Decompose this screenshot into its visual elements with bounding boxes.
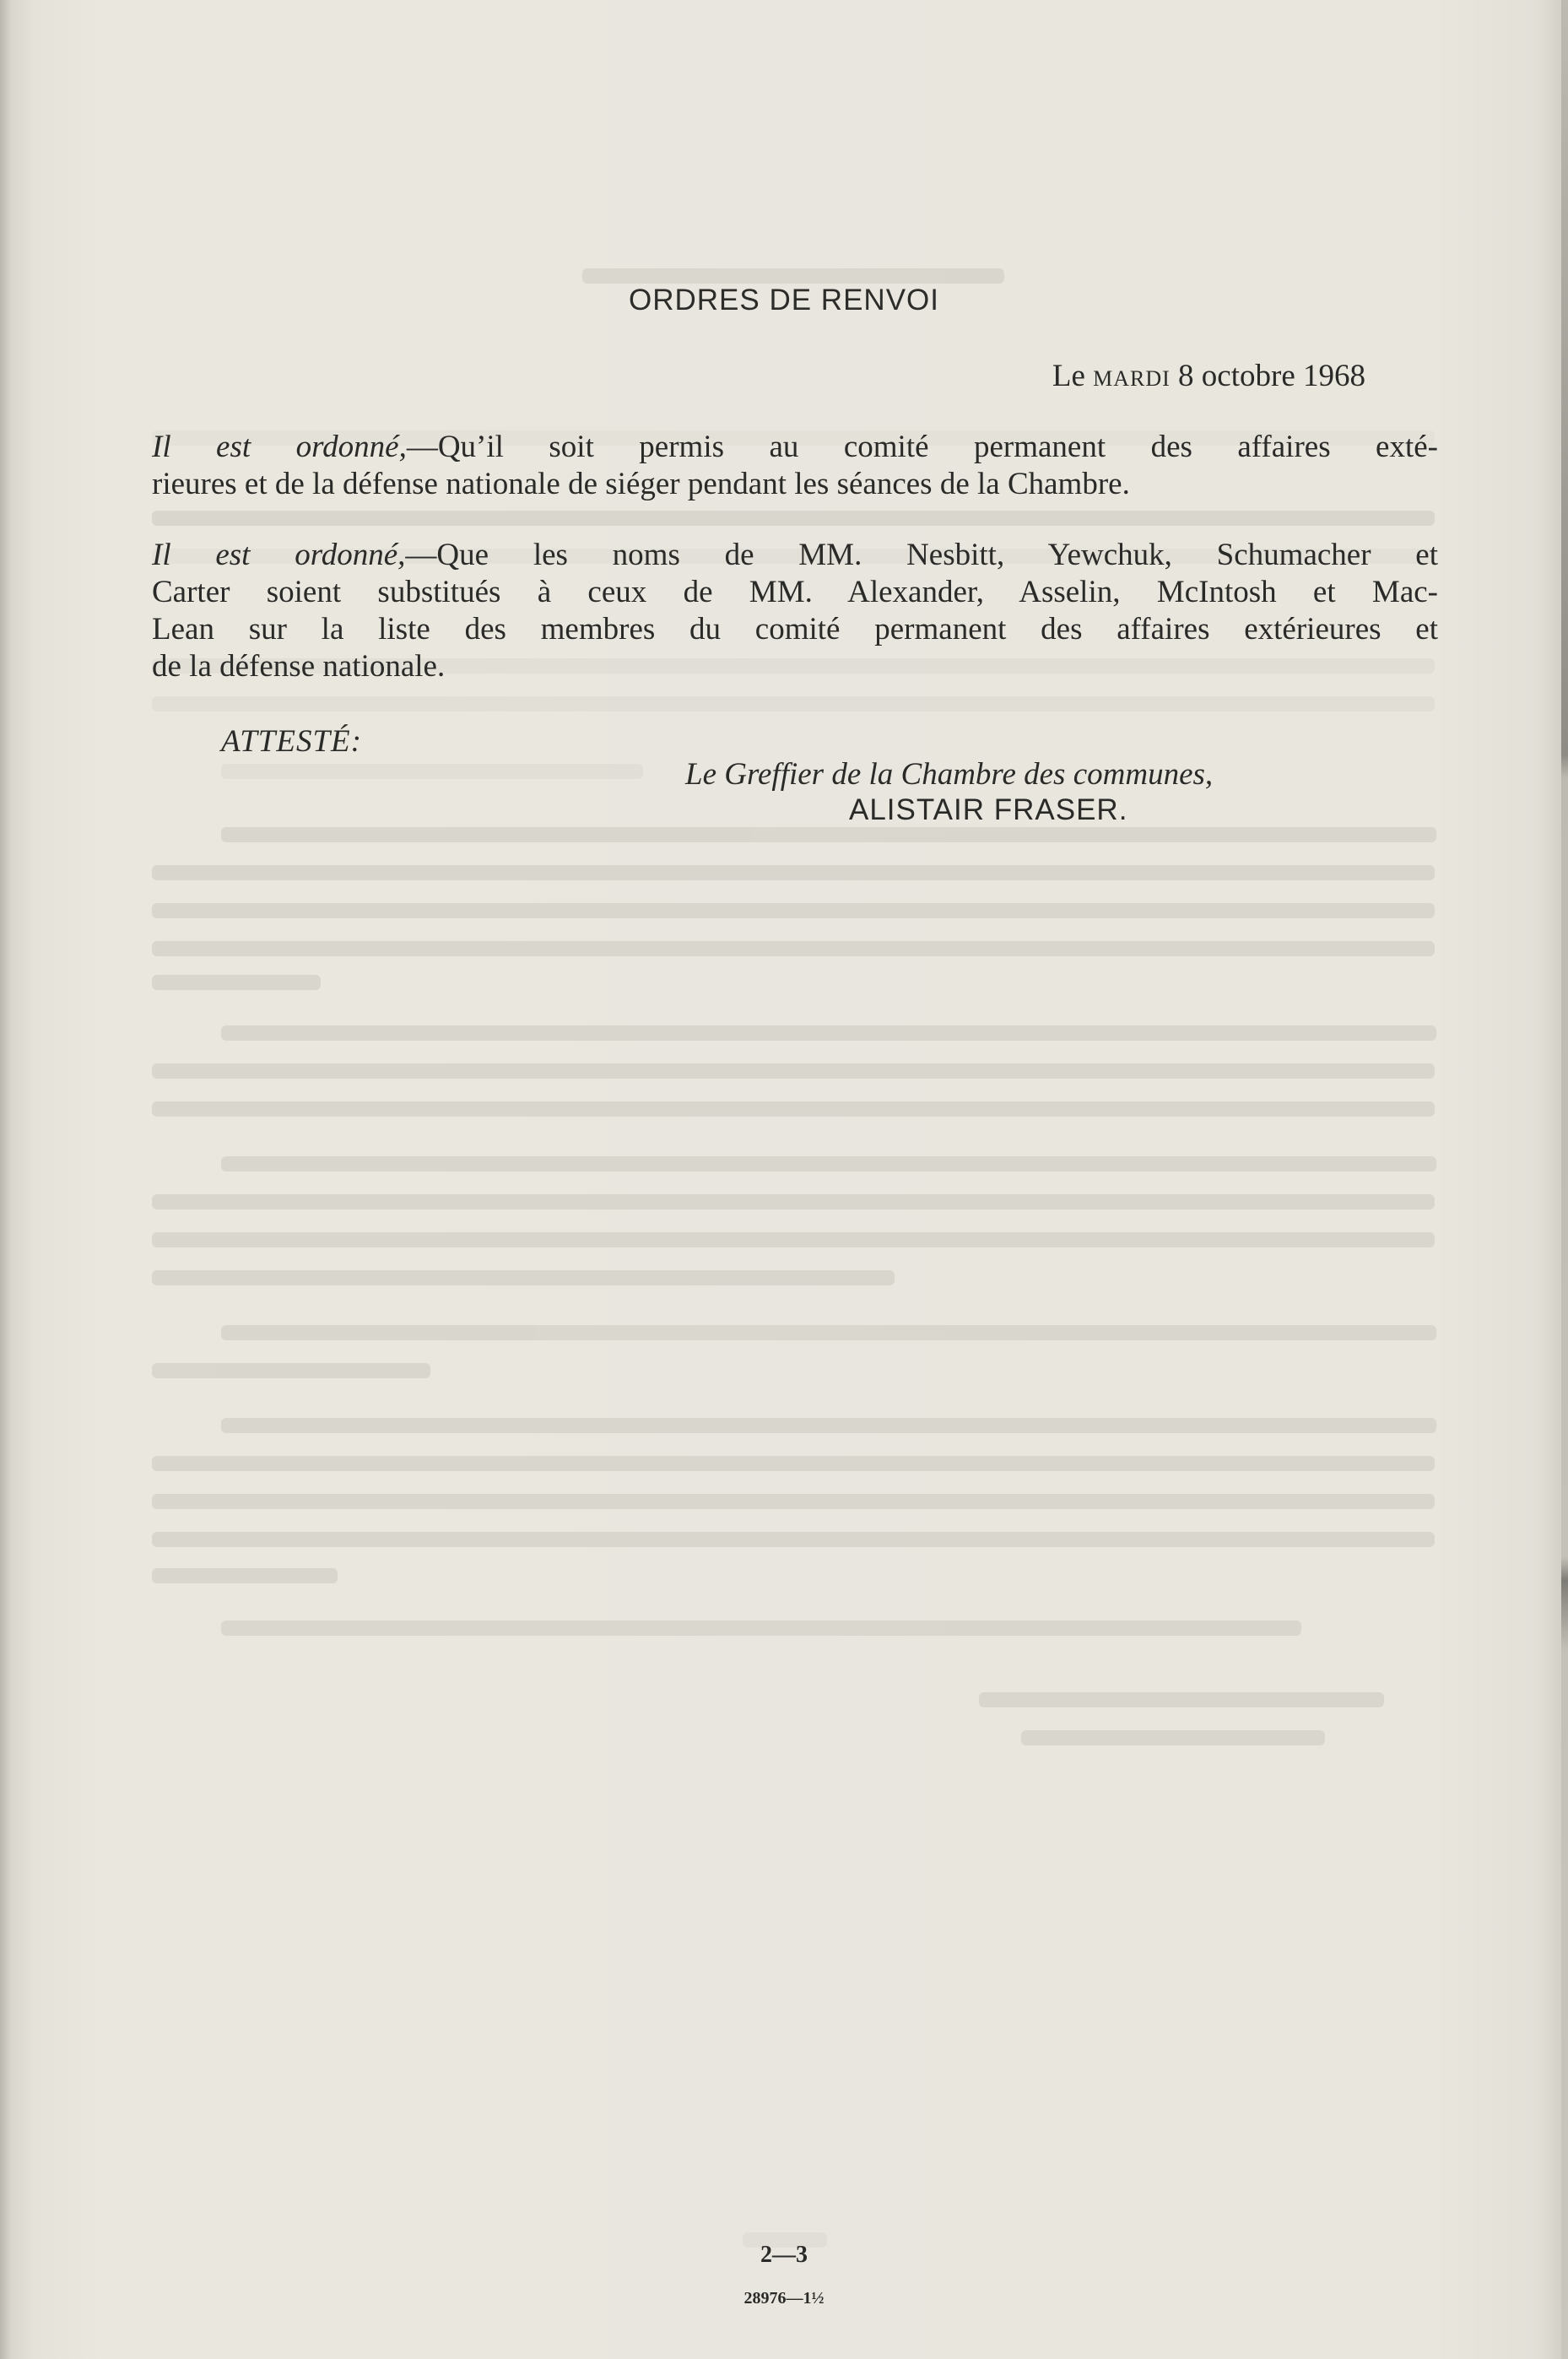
order-2-line-1-text: —Que les noms de MM. Nesbitt, Yewchuk, Schumacher et: [405, 538, 1438, 572]
order-2-line-2: Carter soient substitués à ceux de MM. Alexander, Asselin, McIntosh et Mac-: [152, 575, 1438, 609]
order-paragraph-2: [152, 537, 1438, 685]
order-2-lead: Il est ordonné,: [152, 538, 406, 572]
page-number: 2—3: [760, 2242, 808, 2268]
date-rest: 8 octobre 1968: [1170, 359, 1365, 393]
signatory-title: Le Greffier de la Chambre des communes,: [685, 757, 1214, 792]
order-2-line-4: de la défense nationale.: [152, 649, 446, 684]
page-heading: ORDRES DE RENVOI: [629, 284, 939, 317]
order-1-lead: Il est ordonné,: [152, 430, 407, 464]
order-2-line-3: Lean sur la liste des membres du comité permanent des affaires extérieures et: [152, 612, 1438, 647]
date-weekday: mardi: [1093, 359, 1171, 393]
order-paragraph-1: [152, 429, 1438, 503]
signatory-name: ALISTAIR FRASER.: [849, 793, 1128, 826]
order-1-line-1-text: —Qu’il soit permis au comité permanent des affaires exté-: [406, 430, 1439, 464]
order-1-line-1: [152, 429, 1438, 466]
order-date: [1052, 358, 1365, 394]
order-2-line-1: [152, 537, 1438, 574]
print-reference: 28976—1½: [743, 2289, 825, 2308]
attest-label: ATTESTÉ:: [221, 724, 362, 759]
date-prefix: Le: [1052, 359, 1094, 393]
order-1-line-2: rieures et de la défense nationale de siéger pendant les séances de la Chambre.: [152, 467, 1130, 501]
